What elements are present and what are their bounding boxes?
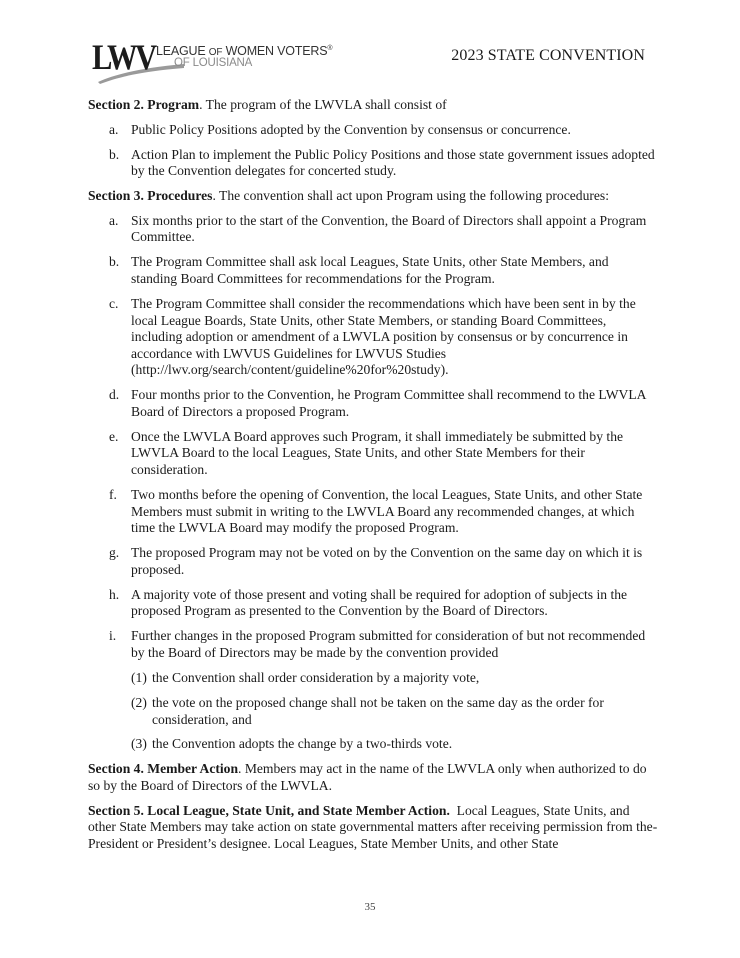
list-item [88,429,658,479]
section-3-heading: Section 3. Procedures [88,188,213,204]
list-item-text: A majority vote of those present and voting shall be required for adoption of subjects in the proposed Program as presented to the Convention by the Board of Directors. [131,586,628,619]
list-marker: e. [109,428,119,444]
section-2-text: . The program of the LWVLA shall consist of [199,97,447,112]
section-4-text: . Members may act in the name of the LWVLA only when authorized to do so by the Board of Directors of the LWVLA. [88,761,647,794]
list-item-text: The Program Committee shall ask local Leagues, State Units, other State Members, and standing Board Committees for recommendations for the Program. [131,254,609,286]
sub-list-marker: (3) [131,736,147,752]
logo-state: OF LOUISIANA [174,57,253,69]
list-marker: g. [109,545,120,561]
list-item-text: The proposed Program may not be voted on by the Convention on the same day on which it is proposed. [131,545,643,577]
list-item [88,545,658,578]
list-item-text: Public Policy Positions adopted by the Convention by consensus or concurrence. [131,121,571,137]
list-item-text: Four months prior to the Convention, he Program Committee shall recommend to the LWVLA Board of Directors a proposed Program. [131,387,646,419]
section-2 [88,97,658,114]
sub-list-item-text: the Convention adopts the change by a two-thirds vote. [152,736,453,752]
list-item [88,296,658,379]
list-item [88,213,658,246]
list-item-text: The Program Committee shall consider the recommendations which have been sent in by the local League Boards, State Units, other State Members, or standing Board Committees, including adoption or amendment of a LWVLA position by consensus or by concurrence in accordance with LWVUS Guidelines for LWVUS Studies (http://lwv.org/search/content/guideline%20for%20study). [131,295,636,378]
section-3-text: . The convention shall act upon Program using the following procedures: [212,188,609,204]
section-2-heading: Section 2. Program [88,97,200,112]
list-item [88,587,658,620]
list-item-text: Action Plan to implement the Public Policy Positions and those state government issues adopted by the Convention delegates for concerted study. [131,146,655,179]
list-item-text: Two months before the opening of Convention, the local Leagues, State Units, and other State Members must submit in writing to the LWVLA Board any recommended changes, at which time the LWVLA Board may modify the proposed Program. [131,487,643,536]
sub-list-item [88,670,658,687]
section-4-heading: Section 4. Member Action [88,761,239,777]
section-3-list [88,213,658,753]
section-3 [88,188,658,205]
sub-list-marker: (1) [131,669,147,685]
section-4 [88,761,658,794]
list-item [88,628,658,661]
list-item [88,147,658,180]
sub-list-item [88,736,658,753]
convention-title: 2023 STATE CONVENTION [451,47,645,64]
sub-list-item-text: the vote on the proposed change shall not be taken on the same day as the order for consideration, and [152,694,604,727]
list-marker: b. [109,254,120,270]
section-5 [88,803,658,853]
list-item [88,387,658,420]
logo-text-league: LEAGUE [156,44,209,58]
list-marker: a. [109,212,119,228]
page-header [0,0,740,90]
lwv-logo [92,37,352,84]
logo-text-of: OF [208,47,223,58]
sub-list-marker: (2) [131,694,147,710]
section-5-heading: Section 5. Local League, State Unit, and State Member Action. [88,802,450,818]
page-number: 35 [364,901,376,913]
logo-org-name [156,44,332,58]
list-marker: h. [109,586,120,602]
section-5-text: Local Leagues, State Units, and other State Members may take action on state governmental matters after receiving permission from the-President or President’s designee. Local Leagues, State Member Units, and other State [88,802,658,851]
list-item-text: Once the LWVLA Board approves such Program, it shall immediately be submitted by the LWVLA Board to the local Leagues, State Units, and other State Members for their consideration. [131,428,624,478]
logo-mark: LWV [92,37,155,77]
document-body [88,97,658,860]
list-item-text: Further changes in the proposed Program submitted for consideration of but not recommended by the Board of Directors may be made by the convention provided [131,628,646,660]
sub-list-item-text: the Convention shall order consideration by a majority vote, [152,669,480,685]
list-marker: a. [109,121,119,137]
logo-text-women-voters: WOMEN VOTERS [222,44,328,58]
list-marker: b. [109,146,120,162]
list-item [88,487,658,537]
list-item [88,254,658,287]
list-marker: f. [109,487,117,503]
list-item-text: Six months prior to the start of the Convention, the Board of Directors shall appoint a Program Committee. [131,212,647,245]
list-marker: d. [109,387,120,403]
list-marker: i. [109,628,117,644]
list-item [88,122,658,139]
registered-mark: ® [327,44,333,52]
sub-list-item [88,695,658,728]
list-marker: c. [109,295,119,311]
section-2-list [88,122,658,180]
